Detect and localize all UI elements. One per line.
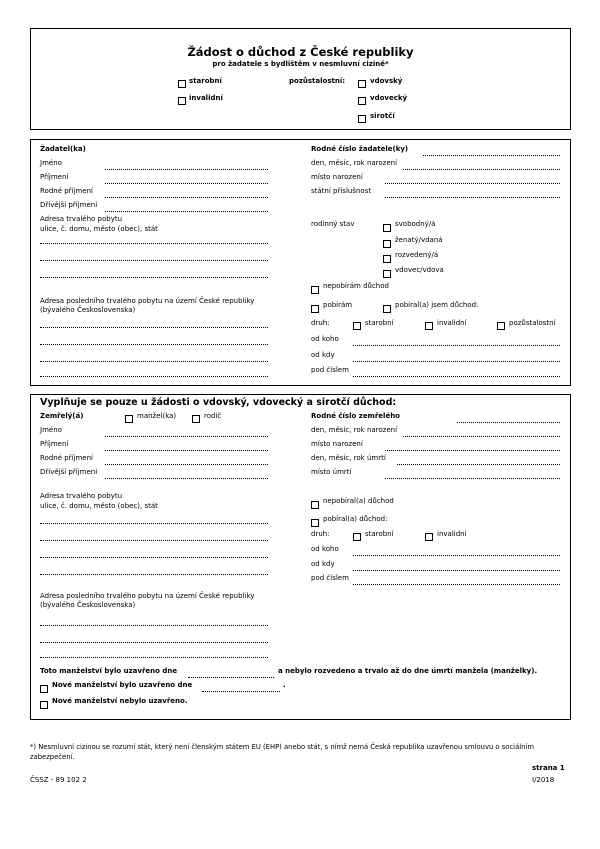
checkbox-received[interactable] <box>383 305 391 313</box>
option-sirotci: sirotčí <box>370 112 395 120</box>
applicant-last-address-sublabel: (bývalého Československa) <box>40 306 136 314</box>
deceased-from-when-field[interactable] <box>353 570 560 571</box>
form-version: I/2018 <box>532 776 555 784</box>
header-box <box>30 28 571 130</box>
deceased-under-number-label: pod číslem <box>311 574 349 582</box>
deceased-address-line-3[interactable] <box>40 557 268 558</box>
receiving-label: pobírám <box>323 301 353 309</box>
applicant-name-field[interactable] <box>105 169 268 170</box>
deceased-since-label: od koho <box>311 545 339 553</box>
deceased-box <box>30 394 571 720</box>
deceased-birth-surname-label: Rodné příjmení <box>40 454 93 462</box>
deceased-name-label: Jméno <box>40 426 62 434</box>
checkbox-marital-single[interactable] <box>383 224 391 232</box>
form-code: ČSSZ - 89 102 2 <box>30 776 87 784</box>
new-marriage-date-field[interactable] <box>202 691 280 692</box>
deceased-last-address-line-3[interactable] <box>40 657 268 658</box>
deceased-address-label: Adresa trvalého pobytu <box>40 492 123 500</box>
applicant-birth-date-field[interactable] <box>403 169 560 170</box>
deceased-kind-option-starobni: starobní <box>365 530 394 538</box>
applicant-last-address-line-3[interactable] <box>40 361 268 362</box>
deceased-section-title: Vyplňuje se pouze u žádosti o vdovský, vdovecký a sirotčí důchod: <box>40 397 397 408</box>
checkbox-deceased-kind-starobni[interactable] <box>353 533 361 541</box>
kind-option-invalidni: invalidní <box>437 319 467 327</box>
checkbox-deceased-received[interactable] <box>311 519 319 527</box>
deceased-not-received-label: nepobíral(a) důchod <box>323 497 394 505</box>
applicant-surname-label: Příjmení <box>40 173 69 181</box>
deceased-birth-date-field[interactable] <box>403 436 560 437</box>
not-receiving-label: nepobírám důchod <box>323 282 389 290</box>
applicant-citizenship-field[interactable] <box>385 197 560 198</box>
option-invalidni: invalidní <box>189 94 223 102</box>
deceased-birth-place-field[interactable] <box>385 450 560 451</box>
new-marriage-period: . <box>283 681 286 689</box>
deceased-previous-surname-label: Dřívější příjmení <box>40 468 98 476</box>
applicant-last-address-line-2[interactable] <box>40 344 268 345</box>
applicant-kind-label: druh: <box>311 319 330 327</box>
pozustalostni-label: pozůstalostní: <box>289 77 346 85</box>
applicant-under-number-field[interactable] <box>353 376 560 377</box>
applicant-previous-surname-field[interactable] <box>105 211 268 212</box>
checkbox-marital-married[interactable] <box>383 240 391 248</box>
deceased-address-line-4[interactable] <box>40 574 268 575</box>
applicant-surname-field[interactable] <box>105 183 268 184</box>
marital-option-single: svobodný/á <box>395 220 436 228</box>
deceased-from-when-label: od kdy <box>311 560 335 568</box>
checkbox-kind-starobni[interactable] <box>353 322 361 330</box>
applicant-birth-date-label: den, měsíc, rok narození <box>311 159 398 167</box>
marital-option-married: ženatý/vdaná <box>395 236 443 244</box>
checkbox-deceased-kind-invalidni[interactable] <box>425 533 433 541</box>
checkbox-invalidni[interactable] <box>178 97 186 105</box>
option-vdovsky: vdovský <box>370 77 403 85</box>
deceased-death-date-label: den, měsíc, rok úmrtí <box>311 454 386 462</box>
checkbox-kind-invalidni[interactable] <box>425 322 433 330</box>
marital-option-divorced: rozvedený/á <box>395 251 439 259</box>
deceased-death-place-label: místo úmrtí <box>311 468 352 476</box>
checkbox-deceased-not-received[interactable] <box>311 501 319 509</box>
deceased-last-address-sublabel: (bývalého Československa) <box>40 601 136 609</box>
applicant-previous-surname-label: Dřívější příjmení <box>40 201 98 209</box>
marital-status-label: rodinný stav <box>311 220 355 228</box>
checkbox-vdovsky[interactable] <box>358 80 366 88</box>
applicant-birth-number-field[interactable] <box>423 155 560 156</box>
deceased-heading: Zemřelý(á) <box>40 412 84 420</box>
deceased-death-place-field[interactable] <box>385 478 560 479</box>
deceased-surname-field[interactable] <box>105 450 268 451</box>
deceased-birth-number-heading: Rodné číslo zemřelého <box>311 412 400 420</box>
checkbox-kind-pozustalostni[interactable] <box>497 322 505 330</box>
checkbox-no-new-marriage[interactable] <box>40 701 48 709</box>
marital-option-widowed: vdovec/vdova <box>395 266 444 274</box>
checkbox-marital-divorced[interactable] <box>383 255 391 263</box>
checkbox-new-marriage[interactable] <box>40 685 48 693</box>
deceased-spouse-label: manžel(ka) <box>137 412 177 420</box>
deceased-last-address-label: Adresa posledního trvalého pobytu na území České republiky <box>40 592 255 600</box>
applicant-address-sublabel: ulice, č. domu, město (obec), stát <box>40 225 158 233</box>
deceased-address-line-1[interactable] <box>40 523 268 524</box>
deceased-previous-surname-field[interactable] <box>105 478 268 479</box>
checkbox-vdovecky[interactable] <box>358 97 366 105</box>
marriage-date-label: Toto manželství bylo uzavřeno dne <box>40 667 178 675</box>
deceased-birth-number-field[interactable] <box>457 422 560 423</box>
checkbox-not-receiving[interactable] <box>311 286 319 294</box>
form-subtitle: pro žadatele s bydlištěm v nesmluvní cizině* <box>212 60 389 68</box>
applicant-birth-place-label: místo narození <box>311 173 363 181</box>
option-starobni: starobní <box>189 77 222 85</box>
deceased-kind-option-invalidni: invalidní <box>437 530 467 538</box>
deceased-parent-label: rodič <box>204 412 222 420</box>
deceased-name-field[interactable] <box>105 436 268 437</box>
no-new-marriage-label: Nové manželství nebylo uzavřeno. <box>52 697 188 705</box>
applicant-last-address-line-4[interactable] <box>40 376 268 377</box>
applicant-name-label: Jméno <box>40 159 62 167</box>
deceased-last-address-line-2[interactable] <box>40 642 268 643</box>
applicant-box <box>30 139 571 386</box>
deceased-under-number-field[interactable] <box>353 584 560 585</box>
applicant-heading: Žadatel(ka) <box>40 145 86 153</box>
checkbox-deceased-spouse[interactable] <box>125 415 133 423</box>
checkbox-starobni[interactable] <box>178 80 186 88</box>
applicant-from-when-label: od kdy <box>311 351 335 359</box>
kind-option-pozustalostni: pozůstalostní <box>509 319 556 327</box>
applicant-birth-surname-label: Rodné příjmení <box>40 187 93 195</box>
applicant-citizenship-label: státní příslušnost <box>311 187 372 195</box>
page-number: strana 1 <box>532 764 565 772</box>
applicant-address-line-3[interactable] <box>40 277 268 278</box>
applicant-address-line-1[interactable] <box>40 243 268 244</box>
applicant-address-line-2[interactable] <box>40 260 268 261</box>
applicant-birth-surname-field[interactable] <box>105 197 268 198</box>
applicant-address-label: Adresa trvalého pobytu <box>40 215 123 223</box>
deceased-received-label: pobíral(a) důchod: <box>323 515 388 523</box>
kind-option-starobni: starobní <box>365 319 394 327</box>
deceased-kind-label: druh: <box>311 530 330 538</box>
checkbox-marital-widowed[interactable] <box>383 270 391 278</box>
checkbox-receiving[interactable] <box>311 305 319 313</box>
applicant-since-label: od koho <box>311 335 339 343</box>
deceased-birth-date-label: den, měsíc, rok narození <box>311 426 398 434</box>
deceased-death-date-field[interactable] <box>397 464 560 465</box>
form-title: Žádost o důchod z České republiky <box>187 45 414 59</box>
checkbox-sirotci[interactable] <box>358 115 366 123</box>
applicant-last-address-label: Adresa posledního trvalého pobytu na území České republiky <box>40 297 255 305</box>
received-label: pobíral(a) jsem důchod: <box>395 301 479 309</box>
applicant-birth-number-heading: Rodné číslo žadatele(ky) <box>311 145 409 153</box>
applicant-birth-place-field[interactable] <box>385 183 560 184</box>
deceased-last-address-line-1[interactable] <box>40 625 268 626</box>
applicant-from-when-field[interactable] <box>353 361 560 362</box>
marriage-continuation: a nebylo rozvedeno a trvalo až do dne úmrtí manžela (manželky). <box>278 667 538 675</box>
new-marriage-label: Nové manželství bylo uzavřeno dne <box>52 681 193 689</box>
applicant-last-address-line-1[interactable] <box>40 327 268 328</box>
deceased-address-line-2[interactable] <box>40 540 268 541</box>
deceased-since-field[interactable] <box>353 555 560 556</box>
deceased-birth-place-label: místo narození <box>311 440 363 448</box>
option-vdovecky: vdovecký <box>370 94 408 102</box>
deceased-address-sublabel: ulice, č. domu, město (obec), stát <box>40 502 158 510</box>
marriage-date-field[interactable] <box>188 677 274 678</box>
checkbox-deceased-parent[interactable] <box>192 415 200 423</box>
applicant-since-field[interactable] <box>353 345 560 346</box>
applicant-under-number-label: pod číslem <box>311 366 349 374</box>
footnote: *) Nesmluvní cizinou se rozumí stát, který není členským státem EU (EHP) anebo stát, s nímž nemá Česká republika uzavřenou smlouvu o sociálním zabezpečení. <box>30 743 534 761</box>
deceased-surname-label: Příjmení <box>40 440 69 448</box>
deceased-birth-surname-field[interactable] <box>105 464 268 465</box>
